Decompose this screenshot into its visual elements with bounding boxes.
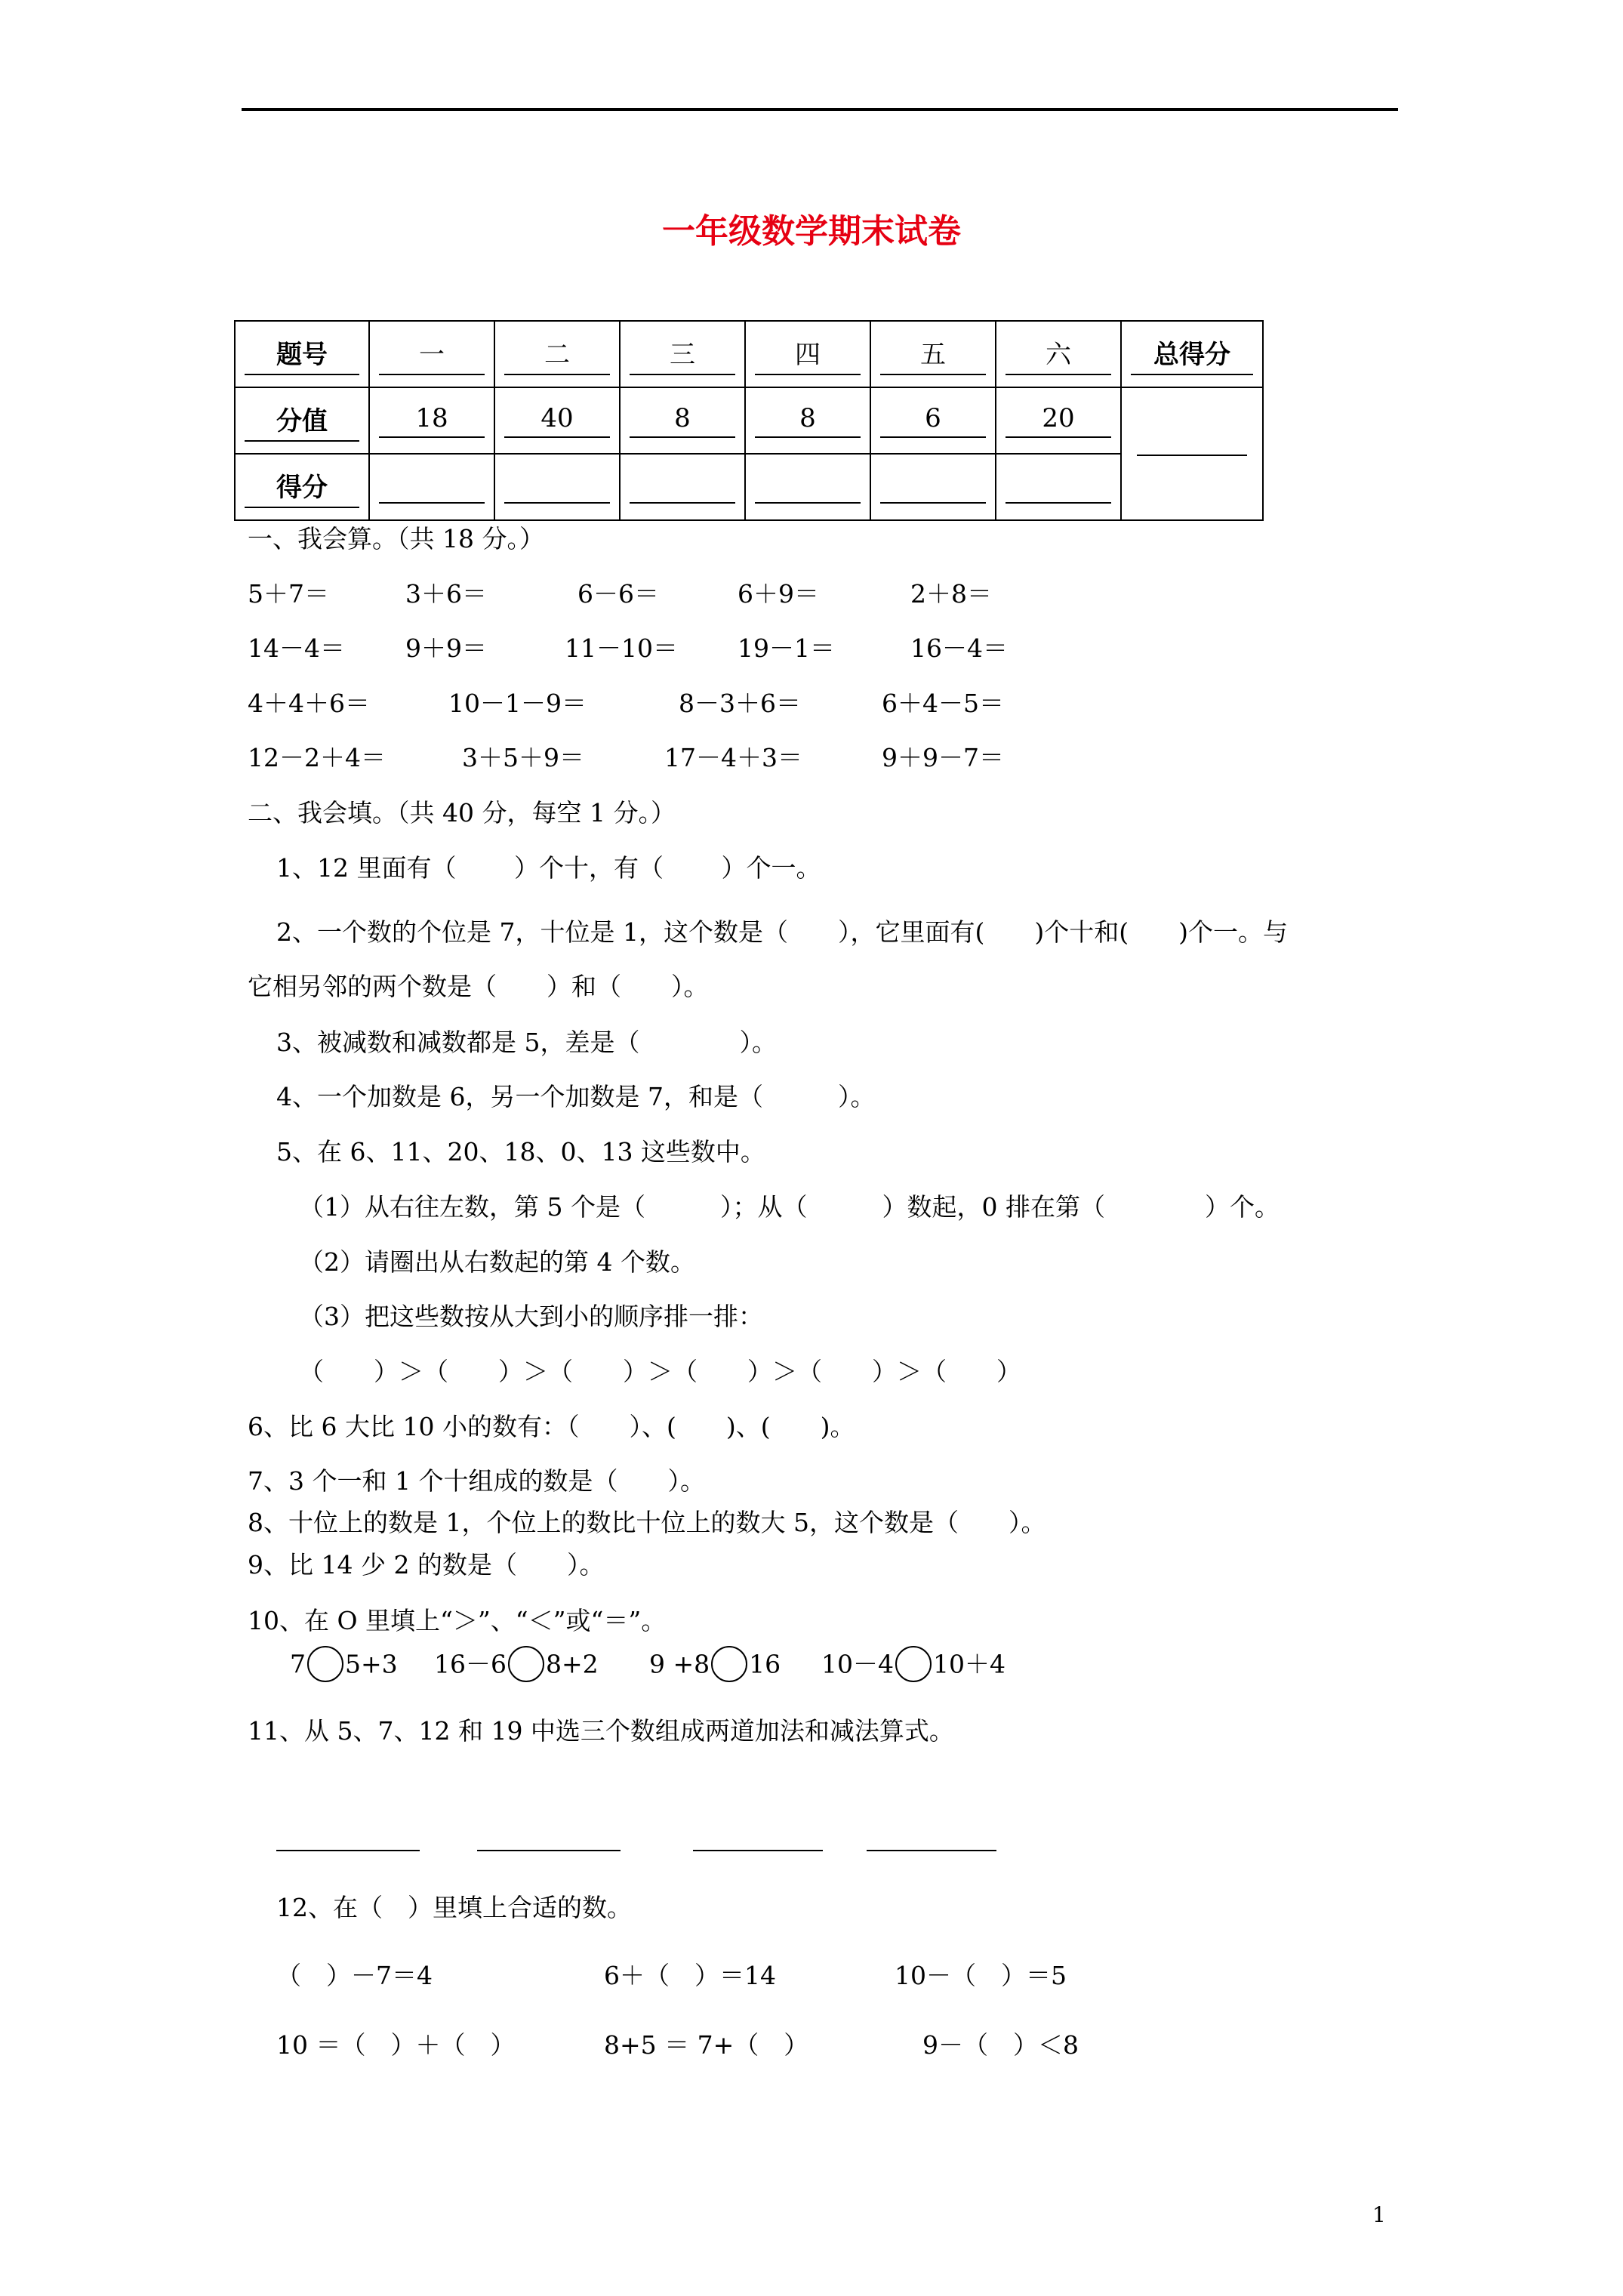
calc-item: 9＋9＝	[405, 633, 487, 663]
question-2-line2: 它相另邻的两个数是（ ）和（ ）。	[248, 972, 709, 1001]
got-score-cell[interactable]	[996, 454, 1121, 520]
calc-item: 5＋7＝	[248, 579, 329, 609]
calc-item: 3＋5＋9＝	[462, 743, 584, 772]
compare-circle[interactable]	[895, 1646, 932, 1682]
score-value-cell: 8	[745, 387, 870, 454]
question-5-2: （2）请圈出从右数起的第 4 个数。	[299, 1247, 695, 1277]
question-3: 3、被减数和减数都是 5，差是（ ）。	[276, 1028, 777, 1057]
table-header-cell: 一	[369, 321, 494, 387]
section1-heading: 一、我会算。（共 18 分。）	[248, 524, 544, 553]
calc-item: 11－10＝	[565, 633, 678, 663]
compare-right: 16	[749, 1649, 781, 1679]
question-2-line1: 2、一个数的个位是 7，十位是 1，这个数是（ ），它里面有( )个十和( )个一。与	[276, 917, 1288, 947]
answer-line[interactable]	[276, 1850, 420, 1851]
fill-item: 10－（ ）＝5	[895, 1961, 1067, 1990]
got-score-cell[interactable]	[870, 454, 996, 520]
table-row-got	[235, 454, 1263, 520]
section2-heading: 二、我会填。（共 40 分，每空 1 分。）	[248, 798, 676, 827]
score-value-cell: 20	[996, 387, 1121, 454]
question-5-3-blanks: （ ）＞（ ）＞（ ）＞（ ）＞（ ）＞（ ）	[299, 1357, 1021, 1386]
compare-right: 8+2	[546, 1649, 599, 1679]
table-header-cell: 题号	[235, 321, 369, 387]
question-7: 7、3 个一和 1 个十组成的数是（ ）。	[248, 1466, 705, 1496]
page-title: 一年级数学期末试卷	[662, 212, 961, 251]
total-score-blank[interactable]	[1137, 451, 1247, 456]
got-score-blank[interactable]	[379, 470, 485, 504]
compare-left: 16－6	[434, 1649, 507, 1679]
question-5: 5、在 6、11、20、18、0、13 这些数中。	[276, 1137, 765, 1166]
calc-item: 17－4＋3＝	[664, 743, 802, 772]
table-header-cell: 六	[996, 321, 1121, 387]
calc-item: 12－2＋4＝	[248, 743, 386, 772]
answer-line[interactable]	[867, 1850, 996, 1851]
compare-left: 7	[290, 1649, 306, 1679]
question-8: 8、十位上的数是 1，个位上的数比十位上的数大 5，这个数是（ ）。	[248, 1508, 1046, 1537]
question-9: 9、比 14 少 2 的数是（ ）。	[248, 1550, 605, 1579]
compare-row	[649, 1646, 781, 1687]
fill-item: （ ）－7＝4	[276, 1961, 433, 1990]
fill-item: 9－（ ）＜8	[922, 2030, 1079, 2060]
table-header-cell: 四	[745, 321, 870, 387]
compare-row	[434, 1646, 599, 1687]
total-score-cell[interactable]	[1121, 387, 1263, 520]
got-score-blank[interactable]	[630, 470, 735, 504]
table-header-cell: 总得分	[1121, 321, 1263, 387]
question-12: 12、在（ ）里填上合适的数。	[276, 1893, 632, 1922]
calc-item: 19－1＝	[738, 633, 835, 663]
compare-row	[821, 1646, 1006, 1687]
table-row-label: 分值	[235, 387, 369, 454]
got-score-blank[interactable]	[504, 470, 610, 504]
question-5-1: （1）从右往左数，第 5 个是（ ）；从（ ）数起，0 排在第（ ）个。	[299, 1192, 1280, 1222]
calc-item: 6－6＝	[577, 579, 659, 609]
score-value-cell: 18	[369, 387, 494, 454]
compare-circle[interactable]	[307, 1646, 343, 1682]
compare-circle[interactable]	[711, 1646, 747, 1682]
table-row-label: 得分	[235, 454, 369, 520]
page-number: 1	[1372, 2202, 1386, 2227]
question-5-3: （3）把这些数按从大到小的顺序排一排：	[299, 1302, 763, 1331]
got-score-blank[interactable]	[1006, 470, 1111, 504]
fill-item: 10 ＝（ ）＋（ ）	[276, 2030, 516, 2060]
compare-left: 9 +8	[649, 1649, 710, 1679]
calc-item: 3＋6＝	[405, 579, 487, 609]
calc-item: 4＋4＋6＝	[248, 689, 370, 718]
compare-row	[290, 1646, 398, 1687]
compare-left: 10－4	[821, 1649, 894, 1679]
got-score-cell[interactable]	[745, 454, 870, 520]
score-value-cell: 8	[620, 387, 745, 454]
calc-item: 6＋9＝	[738, 579, 819, 609]
question-4: 4、一个加数是 6，另一个加数是 7，和是（ ）。	[276, 1082, 876, 1111]
calc-item: 16－4＝	[910, 633, 1008, 663]
score-value-cell: 6	[870, 387, 996, 454]
calc-item: 14－4＝	[248, 633, 345, 663]
got-score-cell[interactable]	[369, 454, 494, 520]
calc-item: 9＋9－7＝	[882, 743, 1004, 772]
got-score-blank[interactable]	[880, 470, 986, 504]
answer-line[interactable]	[693, 1850, 823, 1851]
compare-right: 10＋4	[933, 1649, 1006, 1679]
question-11: 11、从 5、7、12 和 19 中选三个数组成两道加法和减法算式。	[248, 1716, 954, 1746]
calc-item: 10－1－9＝	[448, 689, 587, 718]
table-header-cell: 五	[870, 321, 996, 387]
got-score-cell[interactable]	[494, 454, 620, 520]
compare-circle[interactable]	[508, 1646, 544, 1682]
table-header-cell: 三	[620, 321, 745, 387]
got-score-blank[interactable]	[755, 470, 861, 504]
table-row-score	[235, 387, 1263, 454]
calc-item: 2＋8＝	[910, 579, 992, 609]
fill-item: 6＋（ ）＝14	[604, 1961, 776, 1990]
question-1: 1、12 里面有（ ）个十，有（ ）个一。	[276, 853, 821, 883]
compare-right: 5+3	[345, 1649, 398, 1679]
fill-item: 8+5 ＝ 7+（ ）	[604, 2030, 809, 2060]
got-score-cell[interactable]	[620, 454, 745, 520]
answer-line[interactable]	[477, 1850, 621, 1851]
header-rule	[242, 108, 1398, 111]
score-value-cell: 40	[494, 387, 620, 454]
calc-item: 8－3＋6＝	[679, 689, 801, 718]
calc-item: 6＋4－5＝	[882, 689, 1004, 718]
question-10: 10、在 O 里填上“＞”、“＜”或“＝”。	[248, 1606, 667, 1635]
table-header-row	[235, 321, 1263, 387]
score-table	[234, 320, 1264, 521]
question-6: 6、比 6 大比 10 小的数有：（ ）、( )、( )。	[248, 1412, 855, 1441]
table-header-cell: 二	[494, 321, 620, 387]
